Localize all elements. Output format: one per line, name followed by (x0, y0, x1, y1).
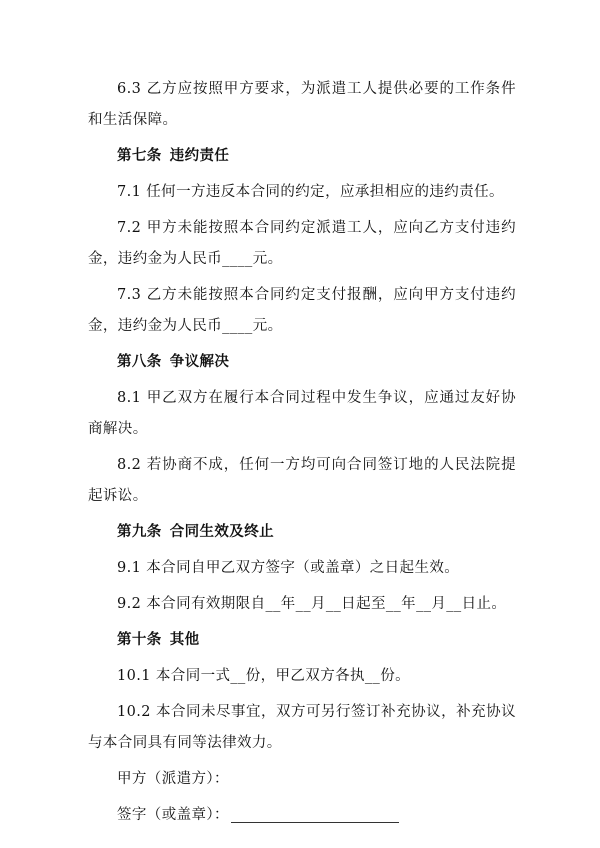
article-9-heading (88, 517, 516, 548)
signature-label: 签字（或盖章）： (117, 807, 229, 823)
article-10-heading (88, 625, 516, 656)
article-8-number: 第八条 (117, 354, 162, 370)
article-7-number: 第七条 (117, 148, 162, 164)
article-8-title: 争议解决 (169, 354, 230, 370)
party-a-label: 甲方（派遣方）： (117, 771, 229, 787)
clause-7-2: 7.2 甲方未能按照本合同约定派遣工人，应向乙方支付违约金，违约金为人民币____元。 (88, 220, 516, 267)
clause-8-2: 8.2 若协商不成，任何一方均可向合同签订地的人民法院提起诉讼。 (88, 457, 516, 504)
contract-page (88, 74, 516, 836)
clause-10-1: 10.1 本合同一式__份，甲乙双方各执__份。 (117, 668, 410, 684)
article-9-title: 合同生效及终止 (169, 524, 275, 540)
article-9-number: 第九条 (117, 524, 162, 540)
clause-9-2: 9.2 本合同有效期限自__年__月__日起至__年__月__日止。 (117, 596, 507, 612)
article-7-title: 违约责任 (169, 148, 230, 164)
article-10-title: 其他 (169, 632, 200, 648)
clause-7-1: 7.1 任何一方违反本合同的约定，应承担相应的违约责任。 (117, 184, 504, 200)
article-10-number: 第十条 (117, 632, 162, 648)
clause-8-1: 8.1 甲乙双方在履行本合同过程中发生争议，应通过友好协商解决。 (88, 390, 516, 437)
clause-7-3: 7.3 乙方未能按照本合同约定支付报酬，应向甲方支付违约金，违约金为人民币____元。 (88, 287, 516, 334)
signature-row (88, 800, 516, 831)
signature-line[interactable] (231, 804, 399, 823)
clause-9-1: 9.1 本合同自甲乙双方签字（或盖章）之日起生效。 (117, 560, 460, 576)
clause-10-2: 10.2 本合同未尽事宜，双方可另行签订补充协议，补充协议与本合同具有同等法律效力。 (88, 704, 516, 751)
article-7-heading (88, 141, 516, 172)
clause-6-3: 6.3 乙方应按照甲方要求，为派遣工人提供必要的工作条件和生活保障。 (88, 81, 516, 128)
article-8-heading (88, 347, 516, 378)
